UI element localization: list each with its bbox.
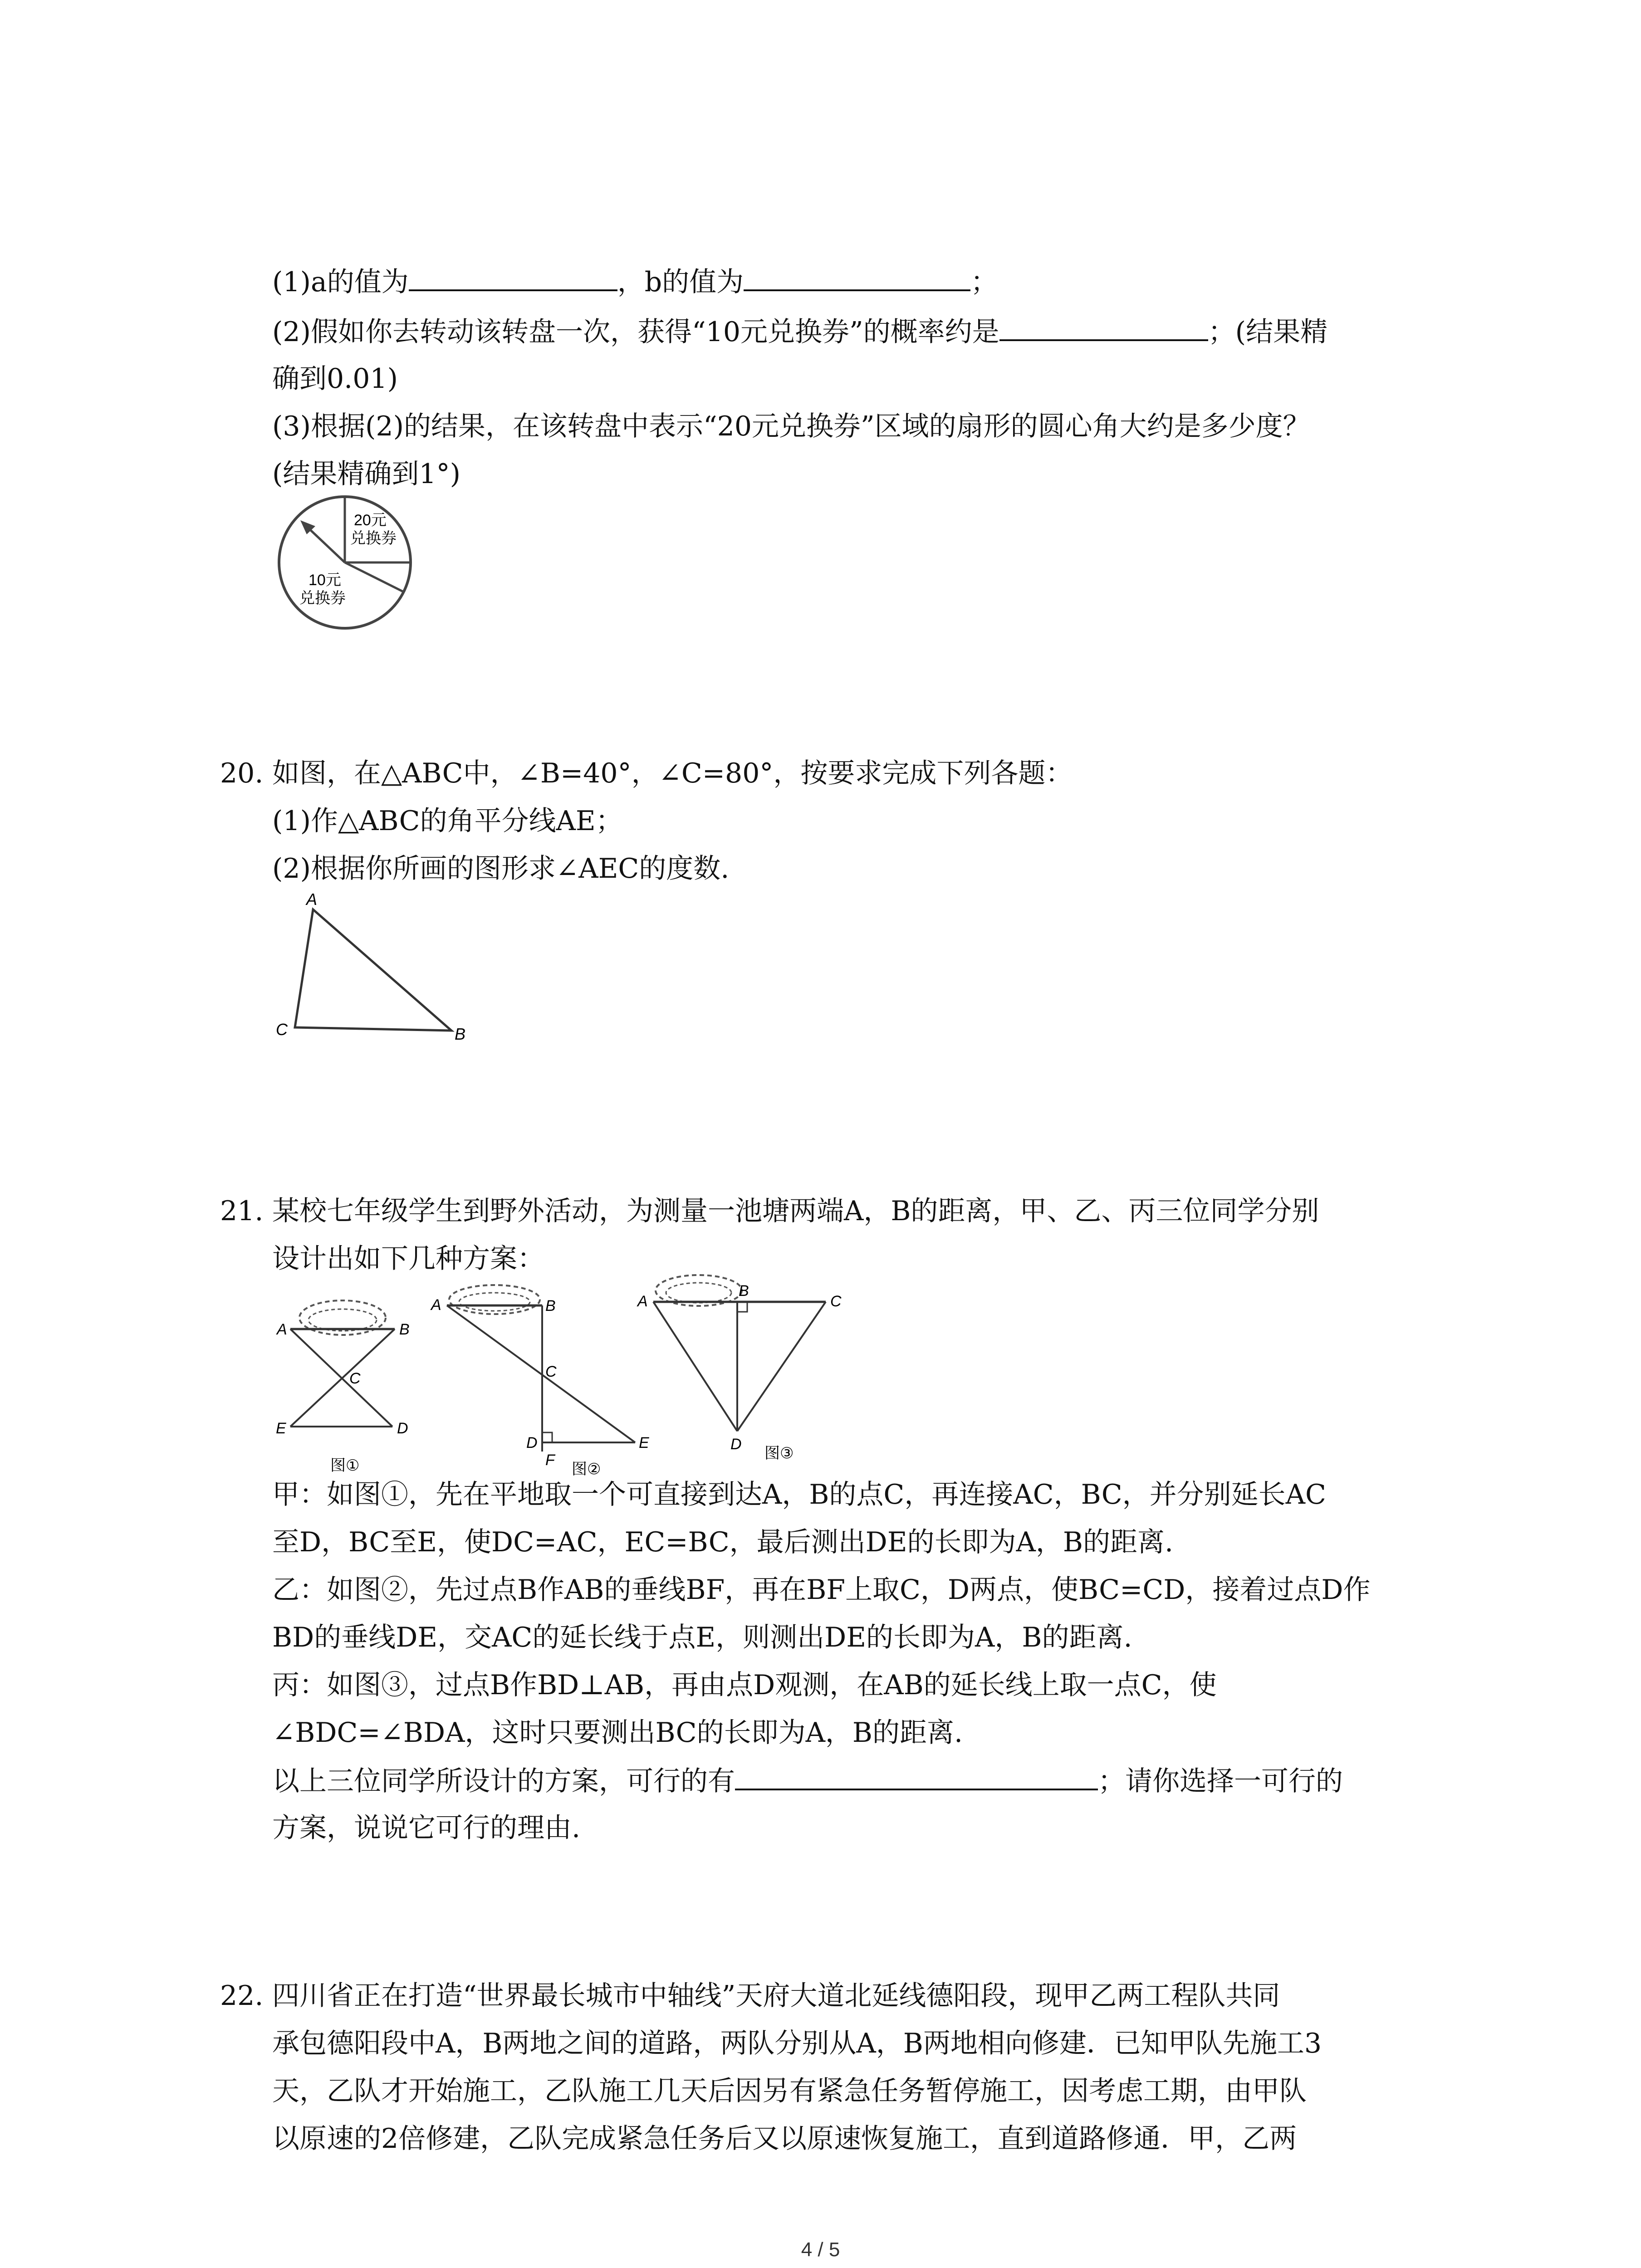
spinner-wheel-figure	[272, 490, 417, 635]
segment-cd	[737, 1302, 826, 1431]
answer-blank-a[interactable]	[409, 263, 617, 291]
fig2-caption: 图②	[572, 1461, 601, 1478]
q21-line9: 以上三位同学所设计的方案，可行的有 ；请你选择一可行的	[272, 1762, 1343, 1799]
triangle-abc	[295, 909, 451, 1031]
q21-line2: 设计出如下几种方案：	[272, 1243, 544, 1275]
q21-line7: 丙：如图③，过点B作BD⊥AB，再由点D观测，在AB的延长线上取一点C，使	[272, 1669, 1217, 1701]
q21-line10: 方案，说说它可行的理由.	[272, 1812, 581, 1844]
answer-blank-probability[interactable]	[999, 313, 1208, 341]
q19-part2: (2)假如你去转动该转盘一次，获得“10元兑换券”的概率约是 ；(结果精	[272, 313, 1327, 350]
q22-line2: 承包德阳段中A，B两地之间的道路，两队分别从A，B两地相向修建．已知甲队先施工3	[272, 2028, 1322, 2059]
fig1-label-A: A	[277, 1321, 287, 1338]
q19-part3: (3)根据(2)的结果，在该转盘中表示“20元兑换券”区域的扇形的圆心角大约是多少度？	[272, 411, 1310, 442]
q19-part2-cont: 确到0.01)	[272, 363, 398, 395]
fig2-label-C: C	[545, 1363, 557, 1380]
fig3-label-D: D	[730, 1436, 742, 1453]
fig2-label-A: A	[431, 1296, 441, 1314]
label-10-line1: 10元	[309, 572, 341, 589]
q22-line4: 以原速的2倍修建，乙队完成紧急任务后又以原速恢复施工，直到道路修通．甲，乙两	[272, 2123, 1297, 2155]
label-B: B	[455, 1025, 466, 1043]
pond-icon	[449, 1285, 540, 1314]
answer-blank-b[interactable]	[744, 263, 970, 291]
figure-1	[272, 1284, 422, 1479]
q20-line2: (1)作△ABC的角平分线AE；	[272, 805, 623, 837]
pond-inner	[309, 1309, 377, 1331]
q21-line3: 甲：如图①，先在平地取一个可直接到达A，B的点C，再连接AC，BC，并分别延长AC	[272, 1479, 1326, 1510]
q21-line8: ∠BDC=∠BDA，这时只要测出BC的长即为A，B的距离.	[272, 1717, 963, 1749]
q22-number: 22.	[220, 1980, 264, 2012]
fig3-label-C: C	[830, 1293, 842, 1310]
q21-line4: 至D，BC至E，使DC=AC，EC=BC，最后测出DE的长即为A，B的距离.	[272, 1526, 1174, 1558]
fig3-caption: 图③	[764, 1445, 794, 1462]
fig2-label-F: F	[545, 1452, 555, 1469]
fig2-label-D: D	[526, 1434, 538, 1452]
fig2-label-B: B	[545, 1297, 556, 1315]
q20-line3: (2)根据你所画的图形求∠AEC的度数.	[272, 853, 730, 885]
page-number: 4 / 5	[801, 2239, 840, 2261]
fig2-label-E: E	[639, 1434, 649, 1452]
q22-line1: 四川省正在打造“世界最长城市中轴线”天府大道北延线德阳段，现甲乙两工程队共同	[272, 1980, 1280, 2012]
pond-inner	[459, 1293, 530, 1311]
segment-ad	[653, 1302, 737, 1431]
q19-part3-cont: (结果精确到1°)	[272, 458, 460, 490]
q22-line3: 天，乙队才开始施工，乙队施工几天后因另有紧急任务暂停施工，因考虑工期，由甲队	[272, 2075, 1307, 2107]
label-20-line1: 20元	[354, 512, 387, 529]
q20-number: 20.	[220, 758, 264, 789]
right-angle-mark	[542, 1432, 552, 1442]
right-angle-mark	[737, 1302, 747, 1312]
fig1-caption: 图①	[330, 1457, 360, 1474]
fig1-label-D: D	[397, 1420, 408, 1437]
q21-line6: BD的垂线DE，交AC的延长线于点E，则测出DE的长即为A，B的距离.	[272, 1622, 1132, 1653]
fig1-label-E: E	[276, 1420, 286, 1437]
triangle-abc-figure	[268, 889, 485, 1061]
pond-inner	[666, 1283, 731, 1303]
q21-number: 21.	[220, 1195, 264, 1227]
figure-2	[426, 1270, 662, 1479]
fig1-label-B: B	[399, 1321, 410, 1338]
q19-part1: (1)a的值为 ，b的值为 ；	[272, 263, 998, 300]
fig1-label-C: C	[349, 1370, 361, 1387]
label-20-line2: 兑换券	[350, 530, 397, 547]
q21-line5: 乙：如图②，先过点B作AB的垂线BF，再在BF上取C，D两点，使BC=CD，接着过点D作	[272, 1574, 1371, 1606]
answer-blank-feasible[interactable]	[735, 1762, 1098, 1790]
segment-ae	[447, 1305, 635, 1442]
label-10-line2: 兑换券	[299, 590, 346, 607]
label-C: C	[276, 1020, 288, 1039]
q21-line1: 某校七年级学生到野外活动，为测量一池塘两端A，B的距离，甲、乙、丙三位同学分别	[272, 1195, 1319, 1227]
fig3-label-B: B	[739, 1282, 749, 1300]
figure-3	[635, 1263, 862, 1467]
q20-line1: 如图，在△ABC中，∠B=40°，∠C=80°，按要求完成下列各题：	[272, 758, 1073, 789]
fig3-label-A: A	[637, 1293, 648, 1310]
label-A: A	[306, 890, 318, 909]
